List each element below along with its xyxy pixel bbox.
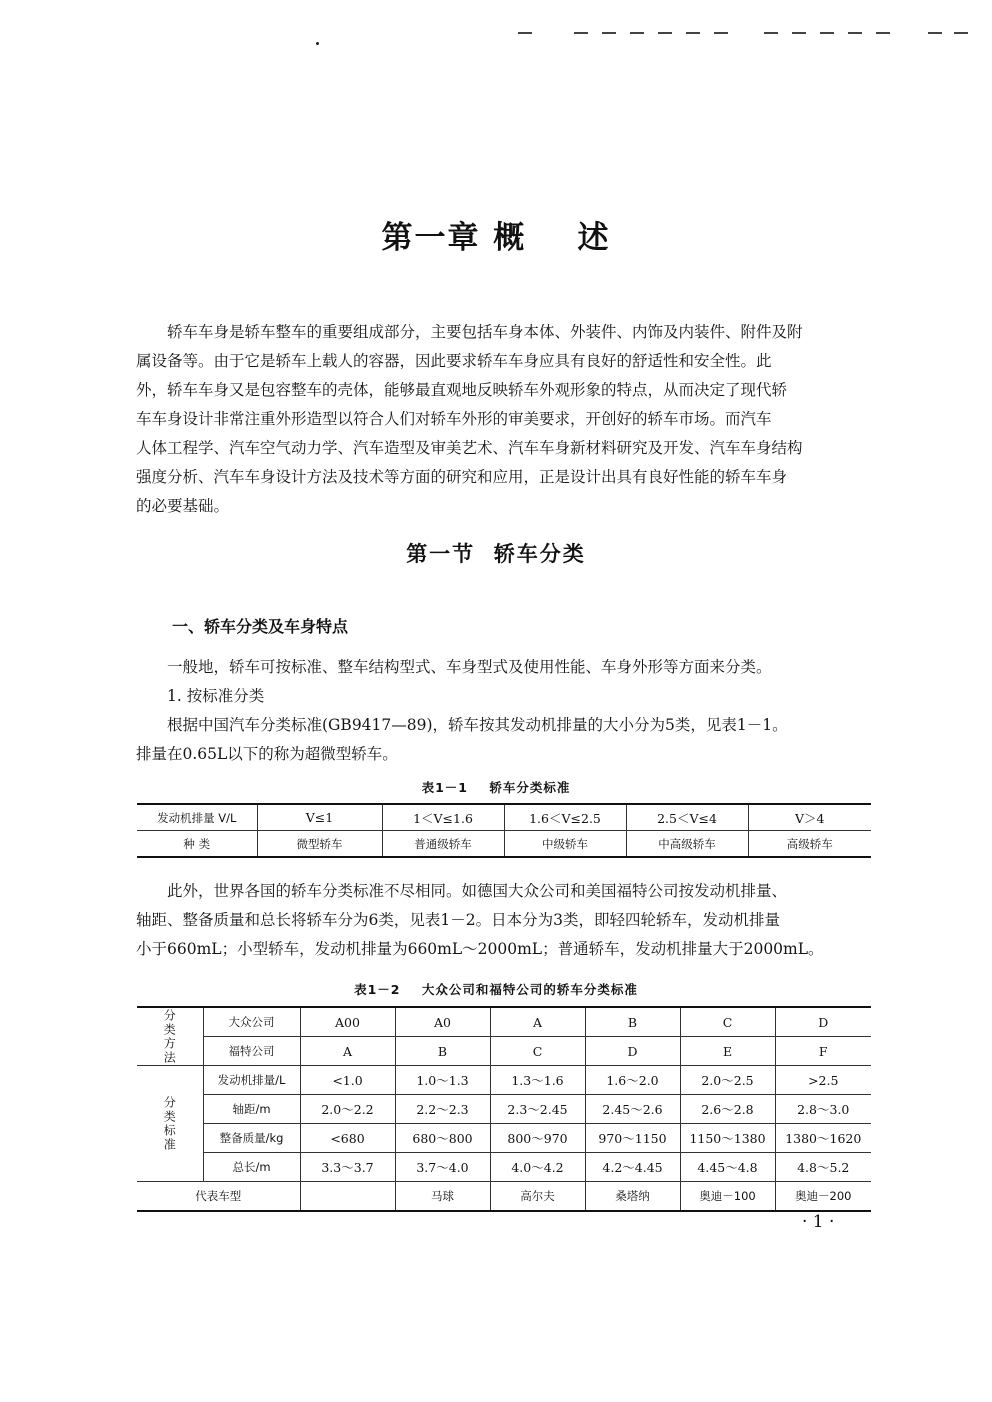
table-cell: 1150～1380 xyxy=(680,1124,775,1153)
table-row xyxy=(137,804,871,831)
group-label: 分类方法 xyxy=(137,1007,203,1066)
table-cell: >2.5 xyxy=(775,1066,871,1095)
table-cell: A xyxy=(300,1037,395,1066)
table-2-caption: 表1－2 大众公司和福特公司的轿车分类标准 xyxy=(354,982,638,997)
table-cell: V≤1 xyxy=(257,804,382,831)
table-cell: 马球 xyxy=(395,1182,490,1212)
page-number: · 1 · xyxy=(802,1212,835,1232)
table-cell: A0 xyxy=(395,1007,490,1037)
table-cell: B xyxy=(395,1037,490,1066)
row-header: 发动机排量 V/L xyxy=(137,804,257,831)
text-line: 排量在0.65L以下的称为超微型轿车。 xyxy=(136,745,398,763)
table-cell: 2.0～2.5 xyxy=(680,1066,775,1095)
table-cell: <680 xyxy=(300,1124,395,1153)
table-cell: 2.0～2.2 xyxy=(300,1095,395,1124)
table-cell: 中级轿车 xyxy=(504,831,626,858)
table-cell: 1＜V≤1.6 xyxy=(382,804,504,831)
table-cell: C xyxy=(490,1037,585,1066)
table-cell: <1.0 xyxy=(300,1066,395,1095)
table-cell: 中高级轿车 xyxy=(626,831,748,858)
table-cell: 4.0～4.2 xyxy=(490,1153,585,1182)
row-header: 福特公司 xyxy=(203,1037,300,1066)
text-line: 轴距、整备质量和总长将轿车分为6类，见表1－2。日本分为3类，即轻四轮轿车，发动机排量 xyxy=(136,911,780,929)
table-cell: F xyxy=(775,1037,871,1066)
table-cell: 高尔夫 xyxy=(490,1182,585,1212)
header-rule xyxy=(518,30,968,36)
table-row xyxy=(137,1066,871,1095)
table-row xyxy=(137,831,871,858)
table-row xyxy=(137,1037,871,1066)
text-line: 此外，世界各国的轿车分类标准不尽相同。如德国大众公司和美国福特公司按发动机排量、 xyxy=(167,882,788,900)
scan-dot xyxy=(316,42,319,45)
table-row xyxy=(137,1007,871,1037)
table-cell: A xyxy=(490,1007,585,1037)
table-cell: E xyxy=(680,1037,775,1066)
text-line: 小于660mL；小型轿车，发动机排量为660mL～2000mL；普通轿车，发动机排量大于2000mL。 xyxy=(136,940,824,958)
table-cell: 680～800 xyxy=(395,1124,490,1153)
table-cell: 3.7～4.0 xyxy=(395,1153,490,1182)
table-row xyxy=(137,1153,871,1182)
chapter-title: 第一章 概 述 xyxy=(381,220,611,256)
table-cell: V＞4 xyxy=(748,804,871,831)
table-2 xyxy=(137,1006,871,1212)
classification-paragraph xyxy=(136,653,856,769)
table-cell: 普通级轿车 xyxy=(382,831,504,858)
text-line: 的必要基础。 xyxy=(136,497,230,515)
row-header: 总长/m xyxy=(203,1153,300,1182)
table-cell: B xyxy=(585,1007,680,1037)
subsection-title: 一、轿车分类及车身特点 xyxy=(172,617,349,636)
table-cell: 奥迪－200 xyxy=(795,1189,852,1203)
table-1-caption: 表1－1 轿车分类标准 xyxy=(421,780,571,795)
table-cell: 800～970 xyxy=(490,1124,585,1153)
table-cell: 微型轿车 xyxy=(257,831,382,858)
text-line: 轿车车身是轿车整车的重要组成部分，主要包括车身本体、外装件、内饰及内装件、附件及附 xyxy=(167,323,803,341)
table-cell: 2.3～2.45 xyxy=(490,1095,585,1124)
table-row xyxy=(137,1124,871,1153)
row-header: 发动机排量/L xyxy=(203,1066,300,1095)
table-cell: 1.6～2.0 xyxy=(585,1066,680,1095)
text-line: 强度分析、汽车车身设计方法及技术等方面的研究和应用，正是设计出具有良好性能的轿车车身 xyxy=(136,468,788,486)
row-header: 种 类 xyxy=(137,831,257,858)
table-cell: 4.45～4.8 xyxy=(680,1153,775,1182)
text-line: 外，轿车车身又是包容整车的壳体，能够最直观地反映轿车外观形象的特点，从而决定了现代轿 xyxy=(136,381,788,399)
table-cell xyxy=(300,1182,395,1212)
table-cell: 1.3～1.6 xyxy=(490,1066,585,1095)
text-line: 人体工程学、汽车空气动力学、汽车造型及审美艺术、汽车车身新材料研究及开发、汽车车身结构 xyxy=(136,439,803,457)
table-cell: D xyxy=(775,1007,871,1037)
intro-paragraph xyxy=(136,318,856,521)
table-cell: 奥迪－100 xyxy=(680,1182,775,1212)
text-line: 根据中国汽车分类标准(GB9417—89)，轿车按其发动机排量的大小分为5类，见表1－1。 xyxy=(167,716,788,734)
table-cell: 2.2～2.3 xyxy=(395,1095,490,1124)
table-cell: D xyxy=(585,1037,680,1066)
table-cell: 2.8～3.0 xyxy=(775,1095,871,1124)
section-title: 第一节 轿车分类 xyxy=(406,542,586,566)
table-cell: 高级轿车 xyxy=(786,836,833,851)
text-line: 1. 按标准分类 xyxy=(167,687,265,705)
table-cell: C xyxy=(680,1007,775,1037)
table-cell: 桑塔纳 xyxy=(585,1182,680,1212)
comparison-paragraph xyxy=(136,877,856,964)
row-header: 代表车型 xyxy=(137,1182,300,1212)
table-cell: A00 xyxy=(300,1007,395,1037)
table-row xyxy=(137,1182,871,1212)
row-header: 大众公司 xyxy=(203,1007,300,1037)
table-cell: 4.8～5.2 xyxy=(775,1153,871,1182)
table-cell: 3.3～3.7 xyxy=(300,1153,395,1182)
table-cell: 2.6～2.8 xyxy=(680,1095,775,1124)
table-cell: 2.45～2.6 xyxy=(585,1095,680,1124)
row-header: 整备质量/kg xyxy=(203,1124,300,1153)
table-1 xyxy=(137,803,871,858)
table-cell: 1380～1620 xyxy=(775,1124,871,1153)
table-cell: 4.2～4.45 xyxy=(585,1153,680,1182)
text-line: 一般地，轿车可按标准、整车结构型式、车身型式及使用性能、车身外形等方面来分类。 xyxy=(167,658,772,676)
table-row xyxy=(137,1095,871,1124)
table-cell: 2.5＜V≤4 xyxy=(626,804,748,831)
text-line: 车车身设计非常注重外形造型以符合人们对轿车外形的审美要求，开创好的轿车市场。而汽车 xyxy=(136,410,772,428)
group-label: 分类标准 xyxy=(137,1066,203,1182)
row-header: 轴距/m xyxy=(203,1095,300,1124)
table-cell: 970～1150 xyxy=(585,1124,680,1153)
text-line: 属设备等。由于它是轿车上载人的容器，因此要求轿车车身应具有良好的舒适性和安全性。此 xyxy=(136,352,772,370)
table-cell: 1.6＜V≤2.5 xyxy=(504,804,626,831)
table-cell: 1.0～1.3 xyxy=(395,1066,490,1095)
